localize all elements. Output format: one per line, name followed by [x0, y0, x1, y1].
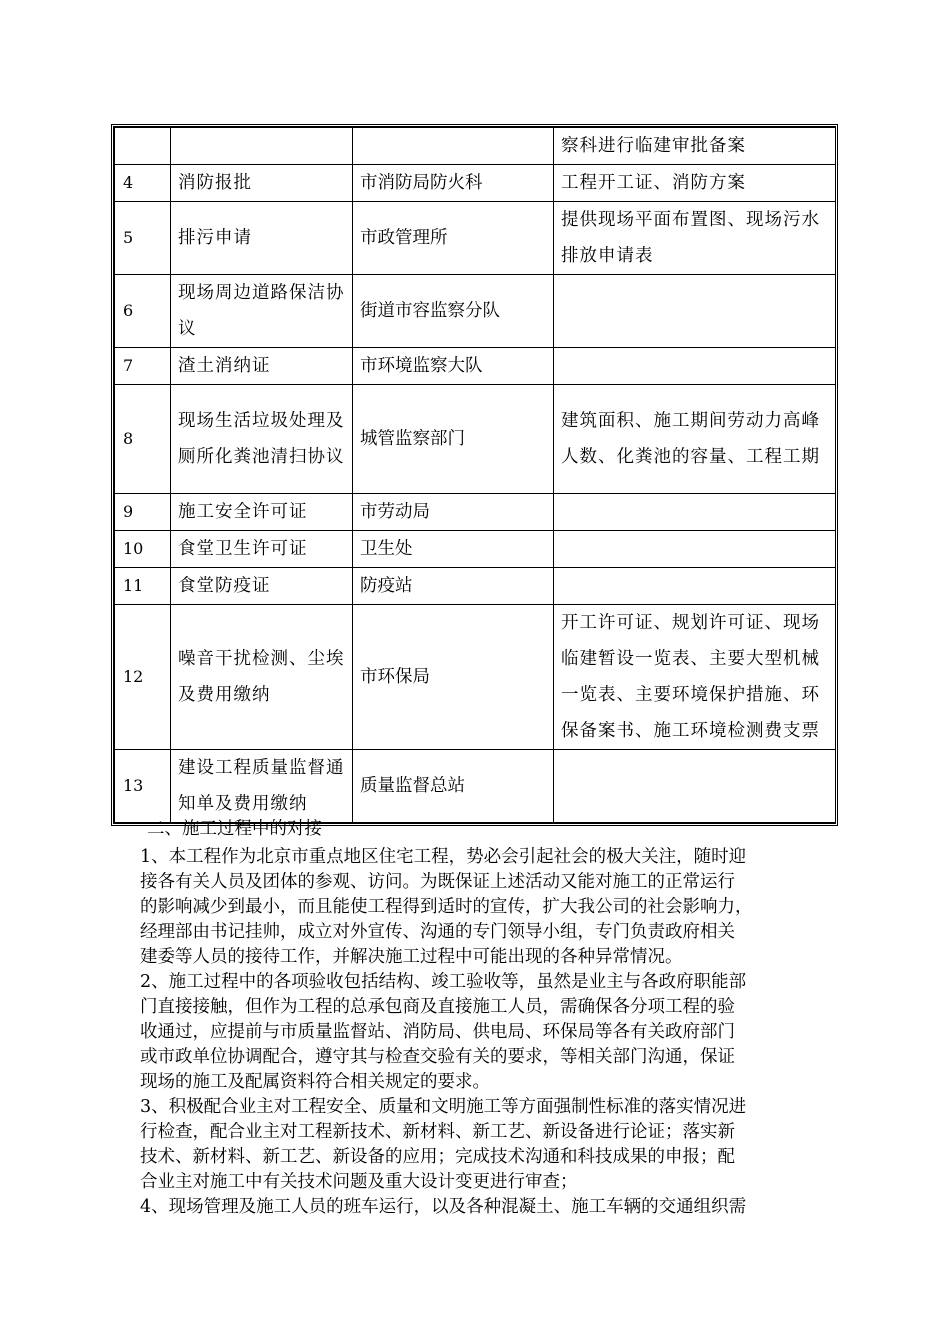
- table-row: [115, 531, 836, 568]
- approval-item: [171, 128, 353, 165]
- approval-table-body: [115, 128, 836, 823]
- table-row: [115, 165, 836, 202]
- approval-department: 街道市容监察分队: [353, 275, 554, 348]
- approval-item: 施工安全许可证: [171, 494, 353, 531]
- required-materials: [554, 750, 836, 823]
- paragraph-line: 合业主对施工中有关技术问题及重大设计变更进行审查；: [140, 1172, 578, 1192]
- row-number: 8: [115, 385, 171, 494]
- paragraph-line: 4、现场管理及施工人员的班车运行，以及各种混凝土、施工车辆的交通组织需: [140, 1197, 747, 1217]
- approval-department: 市环保局: [353, 605, 554, 750]
- approval-department: [353, 128, 554, 165]
- section-heading: 二、施工过程中的对接: [147, 819, 322, 839]
- approval-item: 食堂防疫证: [171, 568, 353, 605]
- approval-item: 噪音干扰检测、尘埃及费用缴纳: [171, 605, 353, 750]
- required-materials: 工程开工证、消防方案: [554, 165, 836, 202]
- approval-department: 卫生处: [353, 531, 554, 568]
- required-materials: [554, 348, 836, 385]
- row-number: 13: [115, 750, 171, 823]
- table-row: [115, 348, 836, 385]
- approval-item: 渣土消纳证: [171, 348, 353, 385]
- row-number: 7: [115, 348, 171, 385]
- paragraph-line: 或市政单位协调配合，遵守其与检查交验有关的要求，等相关部门沟通，保证: [140, 1047, 735, 1067]
- row-number: [115, 128, 171, 165]
- required-materials: 察科进行临建审批备案: [554, 128, 836, 165]
- paragraph-line: 2、施工过程中的各项验收包括结构、竣工验收等，虽然是业主与各政府职能部: [140, 972, 747, 992]
- paragraph-line: 接各有关人员及团体的参观、访问。为既保证上述活动又能对施工的正常运行: [140, 872, 735, 892]
- required-materials: [554, 275, 836, 348]
- paragraph-line: 收通过，应提前与市质量监督站、消防局、供电局、环保局等各有关政府部门: [140, 1022, 735, 1042]
- required-materials: [554, 531, 836, 568]
- approval-table: [114, 127, 836, 823]
- approval-item: 食堂卫生许可证: [171, 531, 353, 568]
- required-materials: [554, 568, 836, 605]
- approval-department: 防疫站: [353, 568, 554, 605]
- approval-department: 市环境监察大队: [353, 348, 554, 385]
- paragraph-line: 经理部由书记挂帅，成立对外宣传、沟通的专门领导小组，专门负责政府相关: [140, 922, 735, 942]
- approval-department: 市劳动局: [353, 494, 554, 531]
- paragraph-line: 建委等人员的接待工作，并解决施工过程中可能出现的各种异常情况。: [140, 947, 683, 967]
- required-materials: 开工许可证、规划许可证、现场临建暂设一览表、主要大型机械一览表、主要环境保护措施、环保备案书、施工环境检测费支票: [554, 605, 836, 750]
- required-materials: [554, 494, 836, 531]
- row-number: 5: [115, 202, 171, 275]
- table-row: [115, 385, 836, 494]
- approval-department: 市消防局防火科: [353, 165, 554, 202]
- table-row: [115, 494, 836, 531]
- row-number: 10: [115, 531, 171, 568]
- approval-item: 建设工程质量监督通知单及费用缴纳: [171, 750, 353, 823]
- table-row: [115, 568, 836, 605]
- paragraph-line: 3、积极配合业主对工程安全、质量和文明施工等方面强制性标准的落实情况进: [140, 1097, 747, 1117]
- approval-department: 质量监督总站: [353, 750, 554, 823]
- paragraph-line: 技术、新材料、新工艺、新设备的应用；完成技术沟通和科技成果的申报；配: [140, 1147, 735, 1167]
- approval-department: 城管监察部门: [353, 385, 554, 494]
- row-number: 4: [115, 165, 171, 202]
- table-row: [115, 202, 836, 275]
- row-number: 11: [115, 568, 171, 605]
- table-row: [115, 750, 836, 823]
- row-number: 12: [115, 605, 171, 750]
- approval-item: 排污申请: [171, 202, 353, 275]
- section-body: [140, 817, 840, 1220]
- approval-item: 现场生活垃圾处理及厕所化粪池清扫协议: [171, 385, 353, 494]
- paragraph-line: 门直接接触，但作为工程的总承包商及直接施工人员，需确保各分项工程的验: [140, 997, 735, 1017]
- approval-table-frame: [111, 124, 838, 826]
- approval-item: 消防报批: [171, 165, 353, 202]
- row-number: 9: [115, 494, 171, 531]
- paragraph-line: 现场的施工及配属资料符合相关规定的要求。: [140, 1072, 490, 1092]
- approval-department: 市政管理所: [353, 202, 554, 275]
- table-row: [115, 605, 836, 750]
- required-materials: 建筑面积、施工期间劳动力高峰人数、化粪池的容量、工程工期: [554, 385, 836, 494]
- paragraph-line: 1、本工程作为北京市重点地区住宅工程，势必会引起社会的极大关注，随时迎: [140, 847, 747, 867]
- paragraph-line: 行检查，配合业主对工程新技术、新材料、新工艺、新设备进行论证；落实新: [140, 1122, 735, 1142]
- approval-item: 现场周边道路保洁协议: [171, 275, 353, 348]
- required-materials: 提供现场平面布置图、现场污水排放申请表: [554, 202, 836, 275]
- table-row: [115, 128, 836, 165]
- paragraph-line: 的影响减少到最小，而且能使工程得到适时的宣传，扩大我公司的社会影响力，: [140, 897, 753, 917]
- table-row: [115, 275, 836, 348]
- row-number: 6: [115, 275, 171, 348]
